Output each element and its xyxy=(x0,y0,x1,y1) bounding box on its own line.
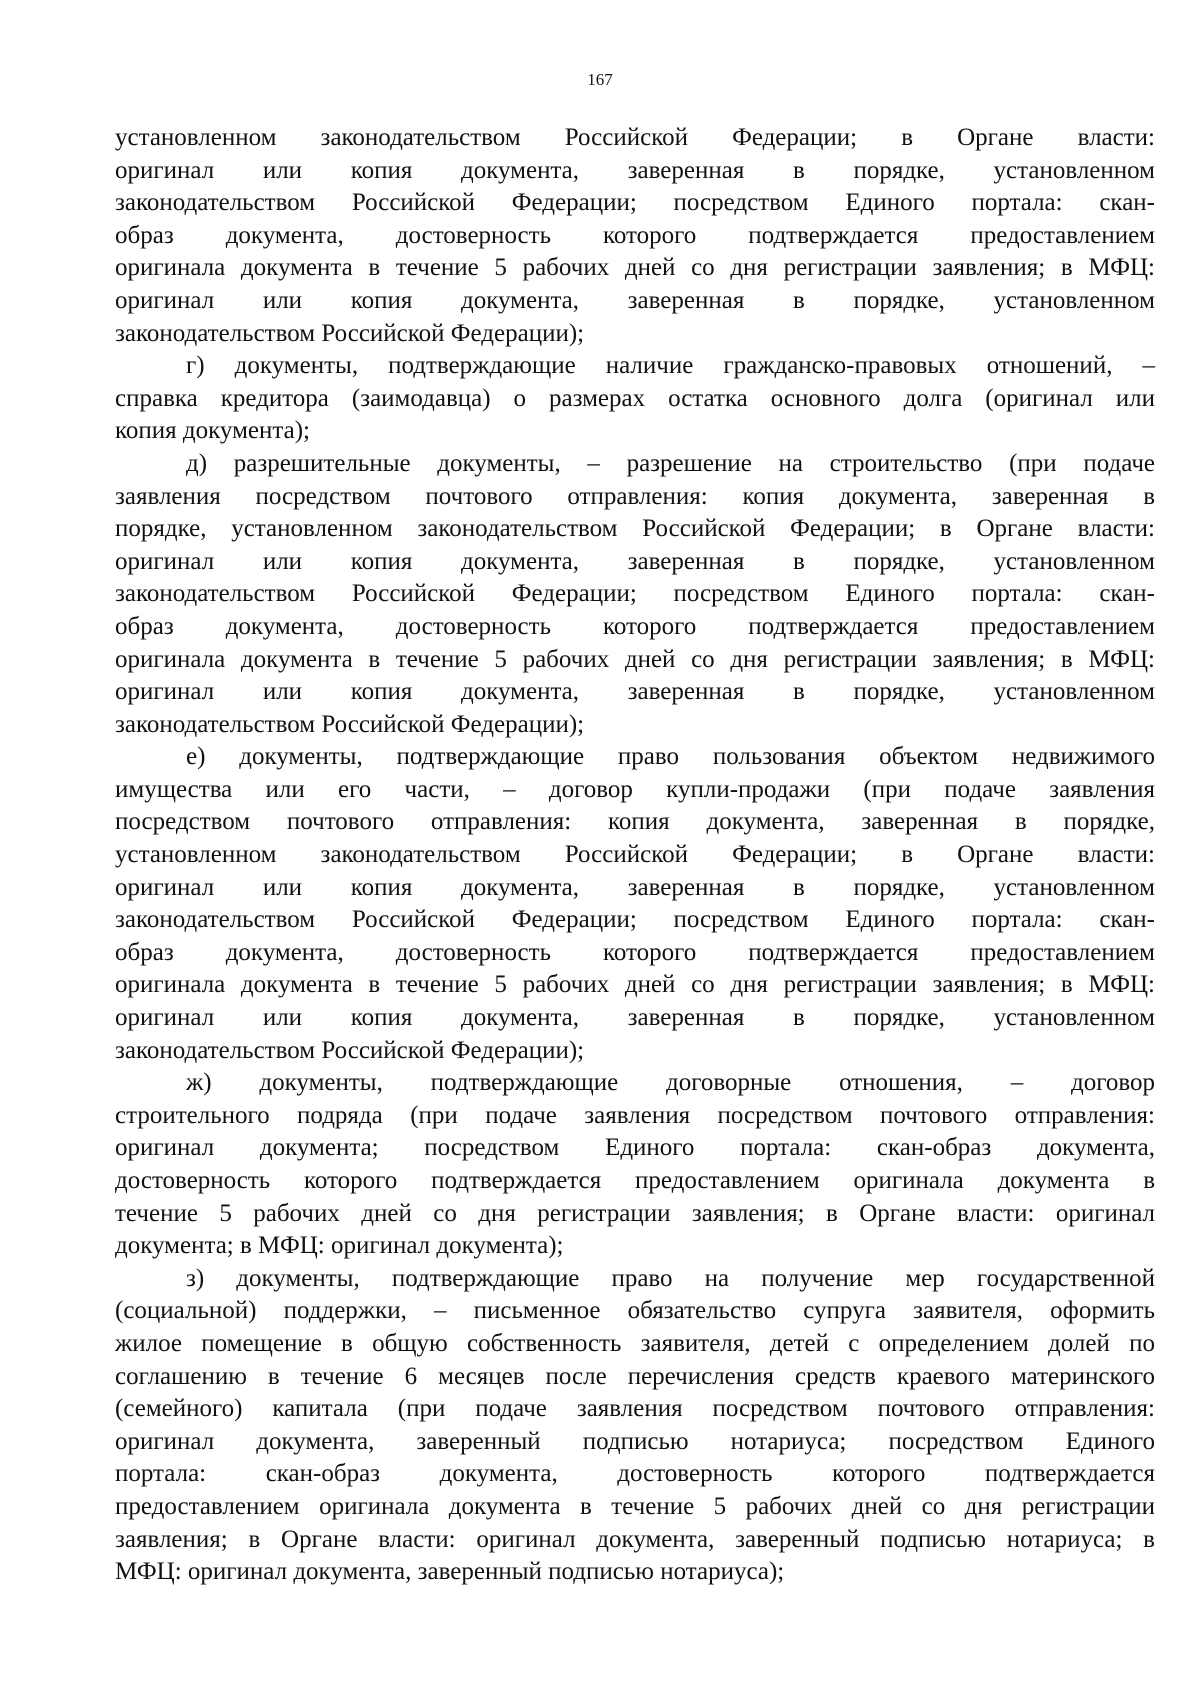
text-line: оригинала документа в течение 5 рабочих дней со дня регистрации заявления; в МФЦ: xyxy=(115,645,1155,673)
text-line: оригинал или копия документа, заверенная в порядке, установленном xyxy=(115,156,1155,184)
text-line: имущества или его части, – договор купли-продажи (при подаче заявления xyxy=(115,775,1155,803)
text-line: (семейного) капитала (при подаче заявления посредством почтового отправления: xyxy=(115,1395,1155,1423)
paragraph-zh-first-line: ж) документы, подтверждающие договорные отношения, – договор xyxy=(186,1069,1155,1097)
text-line: законодательством Российской Федерации); xyxy=(115,319,585,347)
text-line: жилое помещение в общую собственность заявителя, детей с определением долей по xyxy=(115,1329,1155,1357)
text-line: законодательством Российской Федерации; посредством Единого портала: скан- xyxy=(115,906,1155,934)
text-line: образ документа, достоверность которого подтверждается предоставлением xyxy=(115,938,1155,966)
text-line: оригинал или копия документа, заверенная в порядке, установленном xyxy=(115,873,1155,901)
text-line: законодательством Российской Федерации); xyxy=(115,710,585,738)
text-line: образ документа, достоверность которого подтверждается предоставлением xyxy=(115,221,1155,249)
text-line: оригинал или копия документа, заверенная в порядке, установленном xyxy=(115,1004,1155,1032)
text-line: заявления; в Органе власти: оригинал документа, заверенный подписью нотариуса; в xyxy=(115,1525,1155,1553)
text-line: установленном законодательством Российской Федерации; в Органе власти: xyxy=(115,841,1155,869)
text-line: оригинал документа, заверенный подписью нотариуса; посредством Единого xyxy=(115,1427,1155,1455)
paragraph-g-first-line: г) документы, подтверждающие наличие гражданско-правовых отношений, – xyxy=(186,352,1155,380)
text-line: законодательством Российской Федерации; посредством Единого портала: скан- xyxy=(115,580,1155,608)
text-line: достоверность которого подтверждается предоставлением оригинала документа в xyxy=(115,1167,1155,1194)
paragraph-e-first-line: е) документы, подтверждающие право пользования объектом недвижимого xyxy=(186,743,1155,771)
text-line: оригинал или копия документа, заверенная в порядке, установленном xyxy=(115,547,1155,575)
paragraph-z-first-line: з) документы, подтверждающие право на получение мер государственной xyxy=(186,1264,1155,1292)
text-line: оригинал документа; посредством Единого портала: скан-образ документа, xyxy=(115,1134,1155,1162)
paragraph-d-first-line: д) разрешительные документы, – разрешение на строительство (при подаче xyxy=(186,449,1155,477)
text-line: течение 5 рабочих дней со дня регистрации заявления; в Органе власти: оригинал xyxy=(115,1199,1155,1227)
text-line: оригинала документа в течение 5 рабочих дней со дня регистрации заявления; в МФЦ: xyxy=(115,254,1155,282)
text-line: соглашению в течение 6 месяцев после перечисления средств краевого материнского xyxy=(115,1362,1155,1390)
text-line: законодательством Российской Федерации); xyxy=(115,1036,585,1064)
text-line: копия документа); xyxy=(115,417,310,445)
text-line: оригинал или копия документа, заверенная в порядке, установленном xyxy=(115,678,1155,706)
text-line: законодательством Российской Федерации; посредством Единого портала: скан- xyxy=(115,189,1155,217)
page-number: 167 xyxy=(587,70,613,89)
text-line: предоставлением оригинала документа в течение 5 рабочих дней со дня регистрации xyxy=(115,1492,1155,1520)
text-line: документа; в МФЦ: оригинал документа); xyxy=(115,1232,564,1260)
text-line: оригинала документа в течение 5 рабочих дней со дня регистрации заявления; в МФЦ: xyxy=(115,971,1155,999)
text-line: установленном законодательством Российской Федерации; в Органе власти: xyxy=(115,124,1155,151)
text-line: строительного подряда (при подаче заявления посредством почтового отправления: xyxy=(115,1101,1155,1129)
text-line: порядке, установленном законодательством Российской Федерации; в Органе власти: xyxy=(115,515,1155,543)
text-line: посредством почтового отправления: копия документа, заверенная в порядке, xyxy=(115,808,1155,836)
text-line: (социальной) поддержки, – письменное обязательство супруга заявителя, оформить xyxy=(115,1297,1155,1325)
text-line: справка кредитора (заимодавца) о размерах остатка основного долга (оригинал или xyxy=(115,384,1155,412)
document-body xyxy=(115,122,1155,1589)
text-line: заявления посредством почтового отправления: копия документа, заверенная в xyxy=(115,482,1155,510)
text-line: оригинал или копия документа, заверенная в порядке, установленном xyxy=(115,286,1155,314)
text-line: образ документа, достоверность которого подтверждается предоставлением xyxy=(115,612,1155,640)
text-line: портала: скан-образ документа, достоверность которого подтверждается xyxy=(115,1460,1155,1488)
text-line: МФЦ: оригинал документа, заверенный подписью нотариуса); xyxy=(115,1558,785,1586)
